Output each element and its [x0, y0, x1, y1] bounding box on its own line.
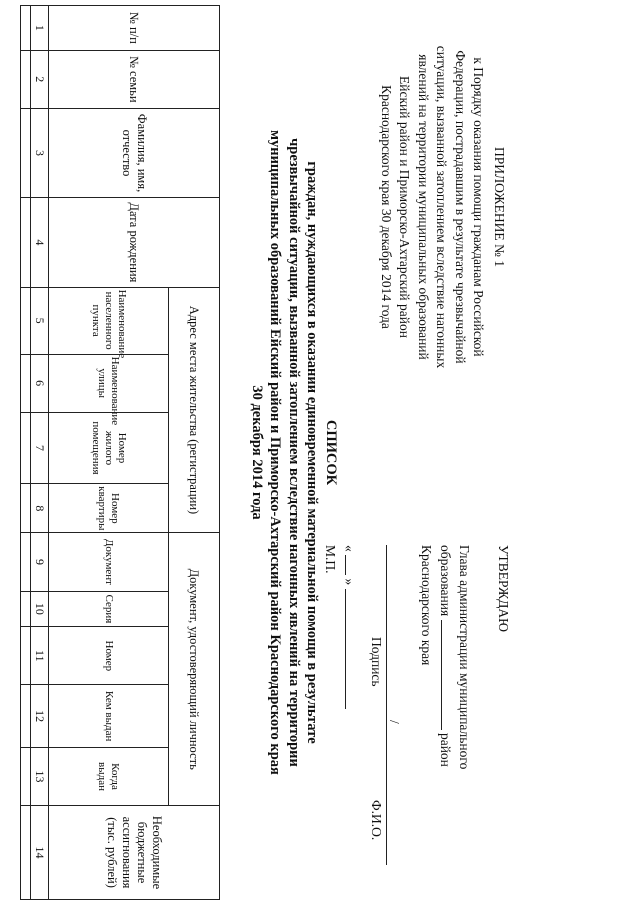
header-index: № п/п: [49, 6, 220, 51]
table-cell: [21, 484, 31, 533]
column-number: 14: [31, 806, 49, 900]
name-label: Ф.И.О.: [369, 800, 384, 841]
municipality-blank: [441, 620, 455, 730]
approval-line: Краснодарского края: [419, 545, 435, 666]
column-number: 12: [31, 685, 49, 748]
header-doc-number: Номер: [49, 627, 169, 685]
column-number: 13: [31, 747, 49, 805]
list-title: [248, 50, 341, 855]
table-cell: [21, 533, 31, 591]
appendix-block: [377, 22, 509, 392]
approval-line-start: образования: [438, 545, 453, 617]
header-settlement: Наименование населенного пункта: [49, 287, 169, 354]
table-row: [21, 6, 31, 900]
header-series: Серия: [49, 591, 169, 627]
approval-title: УТВЕРЖДАЮ: [496, 545, 511, 633]
approval-block: [321, 545, 512, 865]
header-house-number: Номер жилого помещения: [49, 412, 169, 484]
approval-line-municipality: [436, 545, 456, 865]
table-cell: [21, 50, 31, 108]
column-number: 5: [31, 287, 49, 354]
appendix-line: Федерации, пострадавшим в результате чрезвычайной: [453, 50, 468, 364]
column-number: 9: [31, 533, 49, 591]
month-blank: [345, 589, 359, 709]
header-row-group: [168, 6, 219, 900]
table-cell: [21, 627, 31, 685]
list-title-line: чрезвычайной ситуации, вызванной затоплением вследствие нагонных явлений на территории: [286, 138, 302, 767]
header-birth-date: Дата рождения: [49, 198, 220, 287]
header-family-number: № семьи: [49, 50, 220, 108]
header-budget: Необходимые бюджетные ассигнования (тыс. рублей): [49, 806, 220, 900]
approval-line: Глава администрации муниципального: [457, 545, 473, 770]
column-number: 10: [31, 591, 49, 627]
table-cell: [21, 685, 31, 748]
signature-row: [369, 545, 402, 865]
stamp-label: М.П.: [323, 545, 339, 574]
column-number: 4: [31, 198, 49, 287]
date-row: [340, 545, 360, 865]
citizens-table: [20, 5, 220, 900]
table-cell: [21, 198, 31, 287]
column-number: 2: [31, 50, 49, 108]
signature-line: [386, 545, 387, 865]
column-number: 7: [31, 412, 49, 484]
list-title-line: 30 декабря 2014 года: [249, 385, 265, 520]
table-cell: [21, 287, 31, 354]
list-title-line: муниципальных образований Ейский район и Приморско-Ахтарский район Краснодарского края: [267, 130, 284, 775]
column-number: 8: [31, 484, 49, 533]
header-full-name: Фамилия, имя, отчество: [49, 108, 220, 197]
header-document: Документ: [49, 533, 169, 591]
table-cell: [21, 6, 31, 51]
table-cell: [21, 354, 31, 412]
appendix-line: явлений на территории муниципальных образований: [416, 54, 431, 360]
header-issued-by: Кем выдан: [49, 685, 169, 748]
table-cell: [21, 591, 31, 627]
appendix-heading: ПРИЛОЖЕНИЕ № 1: [492, 146, 507, 268]
header-issue-date: Когда выдан: [49, 747, 169, 805]
date-open-quote: «: [342, 545, 357, 552]
column-number: 6: [31, 354, 49, 412]
approval-line-end: район: [438, 732, 453, 767]
column-number: 11: [31, 627, 49, 685]
header-apartment: Номер квартиры: [49, 484, 169, 533]
column-number: 3: [31, 108, 49, 197]
signature-separator: /: [387, 720, 402, 724]
day-blank: [345, 555, 359, 575]
appendix-line: Ейский район и Приморско-Ахтарский район: [397, 76, 413, 338]
date-close-quote: »: [342, 578, 357, 586]
appendix-line: к Порядку оказания помощи гражданам Российской: [471, 57, 487, 357]
table-cell: [21, 108, 31, 197]
table-cell: [21, 412, 31, 484]
appendix-line: Краснодарского края 30 декабря 2014 года: [379, 85, 394, 329]
column-number: 1: [31, 6, 49, 51]
signature-label: Подпись: [369, 637, 384, 687]
header-address-group: Адрес места жительства (регистрации): [168, 287, 219, 533]
header-document-group: Документ, удостоверяющий личность: [168, 533, 219, 806]
list-title-line: граждан, нуждающихся в оказании единовременной материальной помощи в результате: [304, 161, 321, 744]
appendix-line: ситуации, вызванной затоплением вследствие нагонных: [434, 45, 450, 369]
table-cell: [21, 806, 31, 900]
header-street: Наименование улицы: [49, 354, 169, 412]
column-number-row: [31, 6, 49, 900]
table-cell: [21, 747, 31, 805]
list-heading: СПИСОК: [323, 419, 339, 486]
